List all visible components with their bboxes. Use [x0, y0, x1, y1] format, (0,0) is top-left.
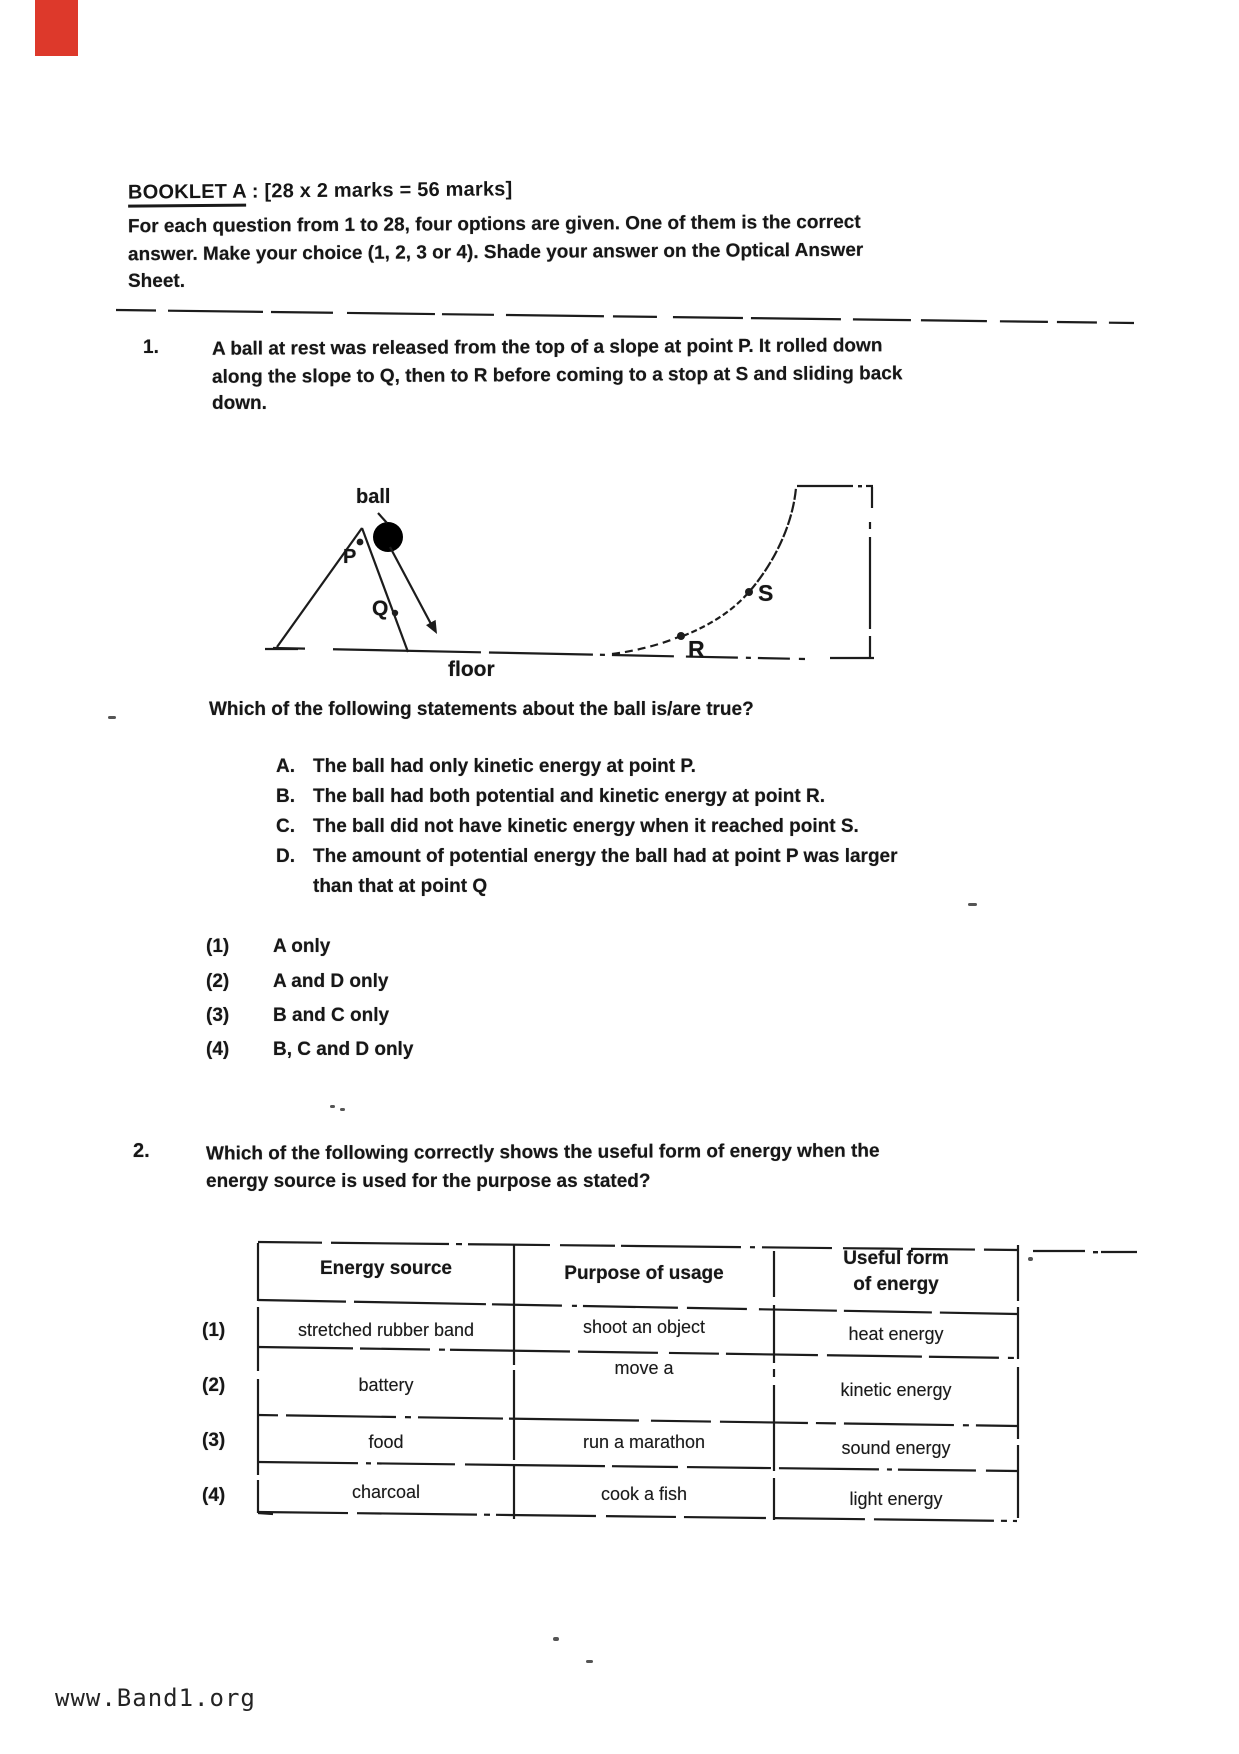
- table-row-label: (4): [202, 1485, 226, 1506]
- question-number: 2.: [133, 1140, 150, 1162]
- table-row-label: (2): [202, 1375, 226, 1396]
- scan-speck: [108, 716, 116, 719]
- table-row-label: (1): [202, 1320, 226, 1341]
- instruction-line: answer. Make your choice (1, 2, 3 or 4). Shade your answer on the Optical Answer: [127, 239, 864, 266]
- choice-number: (4): [206, 1039, 230, 1060]
- point-s-dot: [745, 588, 753, 596]
- red-stamp-mark: [35, 0, 78, 56]
- question-text-line: Which of the following correctly shows the useful form of energy when the: [205, 1140, 880, 1165]
- statement-row: [276, 846, 898, 868]
- table-cell: food: [368, 1432, 404, 1452]
- scan-speck: [968, 903, 977, 906]
- diagram-label-r: R: [688, 636, 705, 662]
- statement-text: The amount of potential energy the ball had at point P was larger: [313, 846, 898, 867]
- table-cell: battery: [358, 1375, 414, 1395]
- choice-row: [206, 936, 330, 958]
- table-cell: run a marathon: [582, 1432, 706, 1452]
- choice-text: A and D only: [273, 971, 389, 992]
- choice-text: A only: [273, 936, 331, 957]
- table-cell: heat energy: [848, 1324, 944, 1344]
- statement-letter: A.: [276, 756, 295, 777]
- diagram-label-p: P: [343, 546, 357, 568]
- choice-number: (1): [206, 936, 230, 957]
- table-cell: move a: [614, 1358, 674, 1378]
- booklet-title: BOOKLET A: [128, 181, 246, 208]
- table-header-useful-form-line2: of energy: [853, 1274, 939, 1295]
- choice-row: [206, 1005, 389, 1027]
- ball-shape: [373, 522, 403, 552]
- table-cell: cook a fish: [600, 1484, 688, 1504]
- table-row-label: (3): [202, 1430, 226, 1451]
- table-cell: light energy: [849, 1489, 943, 1509]
- table-header-energy-source: Energy source: [320, 1258, 452, 1279]
- statement-row: [276, 786, 825, 808]
- instruction-line: For each question from 1 to 28, four options are given. One of them is the correct: [127, 211, 861, 238]
- booklet-marks: : [28 x 2 marks = 56 marks]: [245, 178, 513, 203]
- choice-text: B and C only: [273, 1005, 390, 1026]
- booklet-header: [128, 178, 513, 204]
- diagram-label-ball: ball: [356, 486, 391, 508]
- choice-number: (3): [206, 1005, 230, 1026]
- question-text-line: A ball at rest was released from the top of a slope at point P. It rolled down: [211, 335, 883, 360]
- diagram-label-s: S: [758, 580, 774, 606]
- diagram-label-floor: floor: [448, 658, 495, 681]
- point-q-dot: [392, 610, 398, 616]
- statement-text-cont: than that at point Q: [313, 876, 488, 897]
- divider-line: [112, 302, 1142, 330]
- scan-speck: [1028, 1257, 1033, 1261]
- statement-text: The ball had both potential and kinetic energy at point R.: [313, 786, 825, 807]
- statement-text: The ball did not have kinetic energy when it reached point S.: [313, 816, 859, 837]
- table-cell: charcoal: [351, 1482, 421, 1502]
- statement-letter: D.: [276, 846, 295, 867]
- question-text-line: along the slope to Q, then to R before coming to a stop at S and sliding back: [211, 363, 903, 388]
- scan-speck: [586, 1660, 593, 1663]
- choice-row: [206, 1039, 413, 1061]
- table-cell: kinetic energy: [840, 1380, 952, 1400]
- statement-letter: B.: [276, 786, 295, 807]
- statement-row: [276, 816, 859, 838]
- statement-letter: C.: [276, 816, 295, 837]
- watermark-text: www.Band1.org: [55, 1684, 256, 1712]
- instruction-line: Sheet.: [128, 271, 186, 292]
- statement-row: [276, 756, 696, 778]
- point-r-dot: [677, 632, 685, 640]
- table-cell: stretched rubber band: [297, 1320, 475, 1340]
- choice-row: [206, 971, 388, 993]
- scan-speck: [553, 1637, 559, 1641]
- scan-speck: [340, 1108, 345, 1111]
- table-header-useful-form: Useful form: [843, 1248, 949, 1269]
- q1-stem: Which of the following statements about the ball is/are true?: [209, 699, 754, 720]
- choice-number: (2): [206, 971, 230, 992]
- diagram-label-q: Q: [372, 597, 389, 620]
- question-number: 1.: [143, 337, 159, 358]
- table-cell: sound energy: [841, 1438, 951, 1458]
- choice-text: B, C and D only: [273, 1039, 414, 1060]
- statement-text: The ball had only kinetic energy at point P.: [313, 756, 696, 777]
- question-text-line: energy source is used for the purpose as stated?: [206, 1171, 651, 1192]
- table-cell: shoot an object: [582, 1317, 706, 1337]
- question-text-line: down.: [212, 393, 267, 414]
- table-header-purpose: Purpose of usage: [564, 1263, 724, 1284]
- scan-speck: [330, 1105, 335, 1108]
